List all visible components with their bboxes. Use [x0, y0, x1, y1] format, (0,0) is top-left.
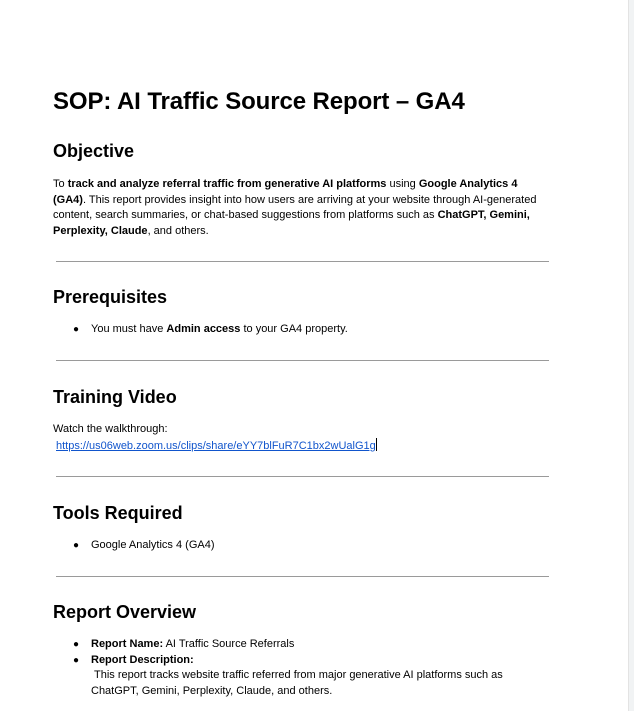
objective-heading: Objective [53, 141, 135, 161]
training-paragraph [53, 422, 553, 454]
text-cursor [376, 438, 377, 451]
list-item [53, 637, 553, 653]
objective-bold-1: track and analyze referral traffic from generative AI platforms [67, 178, 387, 190]
training-label: Watch the walkthrough: [53, 423, 168, 435]
prereq-bold: Admin access [166, 323, 241, 335]
objective-text-2: using [386, 178, 419, 190]
bullet-icon: ● [73, 639, 80, 650]
report-description-value: This report tracks website traffic referred from major generative AI platforms such as ChatGPT, Gemini, Perplexity, Claude, and others. [91, 669, 503, 697]
prerequisites-list [53, 322, 553, 338]
overview-heading: Report Overview [53, 602, 197, 622]
objective-text-4: , and others. [147, 224, 209, 237]
prereq-text-2: to your GA4 property. [240, 323, 348, 335]
horizontal-rule [56, 576, 549, 577]
horizontal-rule [56, 360, 549, 361]
list-item [53, 653, 553, 700]
document-title: SOP: AI Traffic Source Report – GA4 [53, 88, 465, 115]
objective-bold-3: ChatGPT, Gemini, Perplexity, Claude [53, 209, 530, 237]
objective-bold-2: Google Analytics 4 (GA4) [53, 178, 518, 206]
objective-text-1: To [53, 178, 68, 190]
report-name-label: Report Name: [91, 638, 164, 650]
report-name-value: AI Traffic Source Referrals [163, 638, 295, 650]
prereq-text-1: You must have [91, 323, 167, 335]
list-item [53, 322, 553, 338]
page-edge-scrollbar[interactable] [628, 0, 634, 711]
training-heading: Training Video [53, 387, 177, 407]
objective-text-3: . This report provides insight into how users are arriving at your website through AI-generated content, search summaries, or chat-based suggestions from platforms such as [53, 193, 537, 221]
bullet-icon: ● [73, 324, 80, 335]
horizontal-rule [56, 261, 549, 262]
overview-list [53, 637, 553, 699]
tools-list [53, 538, 553, 554]
tools-item-text: Google Analytics 4 (GA4) [91, 539, 215, 551]
bullet-icon: ● [73, 540, 80, 551]
prerequisites-heading: Prerequisites [53, 287, 168, 307]
training-video-link[interactable]: https://us06web.zoom.us/clips/share/eYY7blFuR7C1bx2wUalG1g [56, 439, 376, 452]
report-description-label: Report Description: [91, 653, 194, 666]
objective-paragraph [53, 177, 553, 239]
horizontal-rule [56, 476, 549, 477]
bullet-icon: ● [73, 654, 80, 666]
tools-heading: Tools Required [53, 503, 183, 523]
list-item [53, 538, 553, 554]
